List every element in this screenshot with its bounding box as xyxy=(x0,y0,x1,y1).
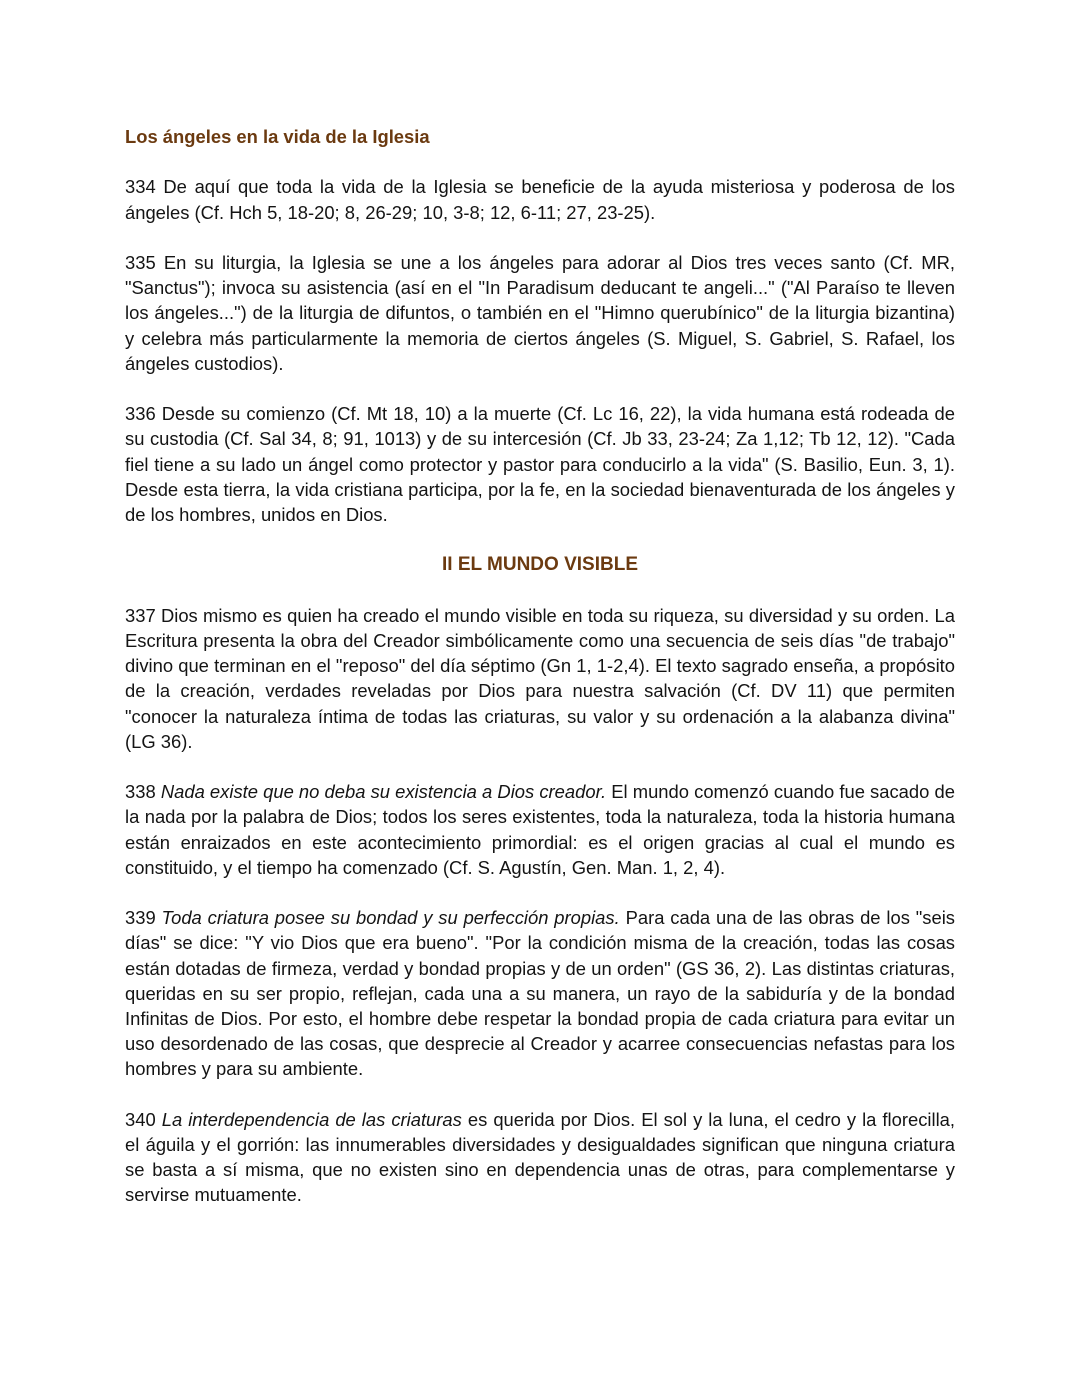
paragraph-text: Dios mismo es quien ha creado el mundo visible en toda su riqueza, su diversidad y su orden. La Escritura presenta la obra del Creador simbólicamente como una secuencia de seis días "de trabajo" divino que terminan en el "reposo" del día séptimo (Gn 1, 1-2,4). El texto sagrado enseña, a propósito de la creación, verdades reveladas por Dios para nuestra salvación (Cf. DV 11) que permiten "conocer la naturaleza íntima de todas las criaturas, su valor y su ordenación a la alabanza divina" (LG 36). xyxy=(125,604,955,752)
paragraph-number: 340 xyxy=(125,1108,156,1130)
paragraph-336 xyxy=(125,401,955,527)
paragraph-italic-lead: La interdependencia de las criaturas xyxy=(161,1108,462,1130)
document-page xyxy=(125,124,955,1233)
paragraph-text: Para cada una de las obras de los "seis días" se dice: "Y vio Dios que era bueno". "Por la condición misma de la creación, todas las cosas están dotadas de firmeza, verdad y bondad propias y de un orden" (GS 36, 2). Las distintas criaturas, queridas en su ser propio, reflejan, cada una a su manera, un rayo de la sabiduría y de la bondad Infinitas de Dios. Por esto, el hombre debe respetar la bondad propia de cada criatura para evitar un uso desordenado de las cosas, que desprecie al Creador y acarree consecuencias nefastas para los hombres y para su ambiente. xyxy=(125,907,955,1080)
paragraph-339 xyxy=(125,905,955,1081)
paragraph-number: 335 xyxy=(125,251,156,273)
paragraph-group-visible-world xyxy=(125,603,955,1208)
paragraph-italic-lead: Toda criatura posee su bondad y su perfección propias. xyxy=(161,907,620,929)
section-title: II EL MUNDO VISIBLE xyxy=(441,554,638,576)
paragraph-text: El mundo comenzó cuando fue sacado de la nada por la palabra de Dios; todos los seres existentes, toda la naturaleza, toda la historia humana están enraizados en este acontecimiento primordial: es el origen gracias al cual el mundo es constituido, y el tiempo ha comenzado (Cf. S. Agustín, Gen. Man. 1, 2, 4). xyxy=(125,781,955,878)
subsection-heading: Los ángeles en la vida de la Iglesia xyxy=(125,126,430,147)
paragraph-337 xyxy=(125,603,955,754)
paragraph-group-angels xyxy=(125,174,955,527)
paragraph-334 xyxy=(125,174,955,224)
paragraph-338 xyxy=(125,779,955,880)
paragraph-text: Desde su comienzo (Cf. Mt 18, 10) a la muerte (Cf. Lc 16, 22), la vida humana está rodeada de su custodia (Cf. Sal 34, 8; 91, 1013) y de su intercesión (Cf. Jb 33, 23-24; Za 1,12; Tb 12, 12). "Cada fiel tiene a su lado un ángel como protector y pastor para conducirlo a la vida" (S. Basilio, Eun. 3, 1). Desde esta tierra, la vida cristiana participa, por la fe, en la sociedad bienaventurada de los ángeles y de los hombres, unidos en Dios. xyxy=(125,403,955,525)
paragraph-number: 339 xyxy=(125,907,156,929)
paragraph-number: 336 xyxy=(125,403,156,425)
paragraph-335 xyxy=(125,250,955,376)
paragraph-text: En su liturgia, la Iglesia se une a los ángeles para adorar al Dios tres veces santo (Cf. MR, "Sanctus"); invoca su asistencia (así en el "In Paradisum deducant te angeli..." ("Al Paraíso te lleven los ángeles...") de la liturgia de difuntos, o también en el "Himno querubínico" de la liturgia bizantina) y celebra más particularmente la memoria de ciertos ángeles (S. Miguel, S. Gabriel, S. Rafael, los ángeles custodios). xyxy=(125,251,955,374)
paragraph-number: 334 xyxy=(125,176,156,198)
paragraph-italic-lead: Nada existe que no deba su existencia a Dios creador. xyxy=(160,781,607,803)
paragraph-number: 337 xyxy=(125,604,156,626)
paragraph-text: De aquí que toda la vida de la Iglesia se beneficie de la ayuda misteriosa y poderosa de los ángeles (Cf. Hch 5, 18-20; 8, 26-29; 10, 3-8; 12, 6-11; 27, 23-25). xyxy=(125,176,955,223)
paragraph-340 xyxy=(125,1107,955,1208)
paragraph-number: 338 xyxy=(125,781,156,803)
paragraph-text: es querida por Dios. El sol y la luna, el cedro y la florecilla, el águila y el gorrión: las innumerables diversidades y desigualdades significan que ninguna criatura se basta a sí misma, que no existen sino en dependencia unas de otras, para complementarse y servirse mutuamente. xyxy=(125,1108,955,1206)
